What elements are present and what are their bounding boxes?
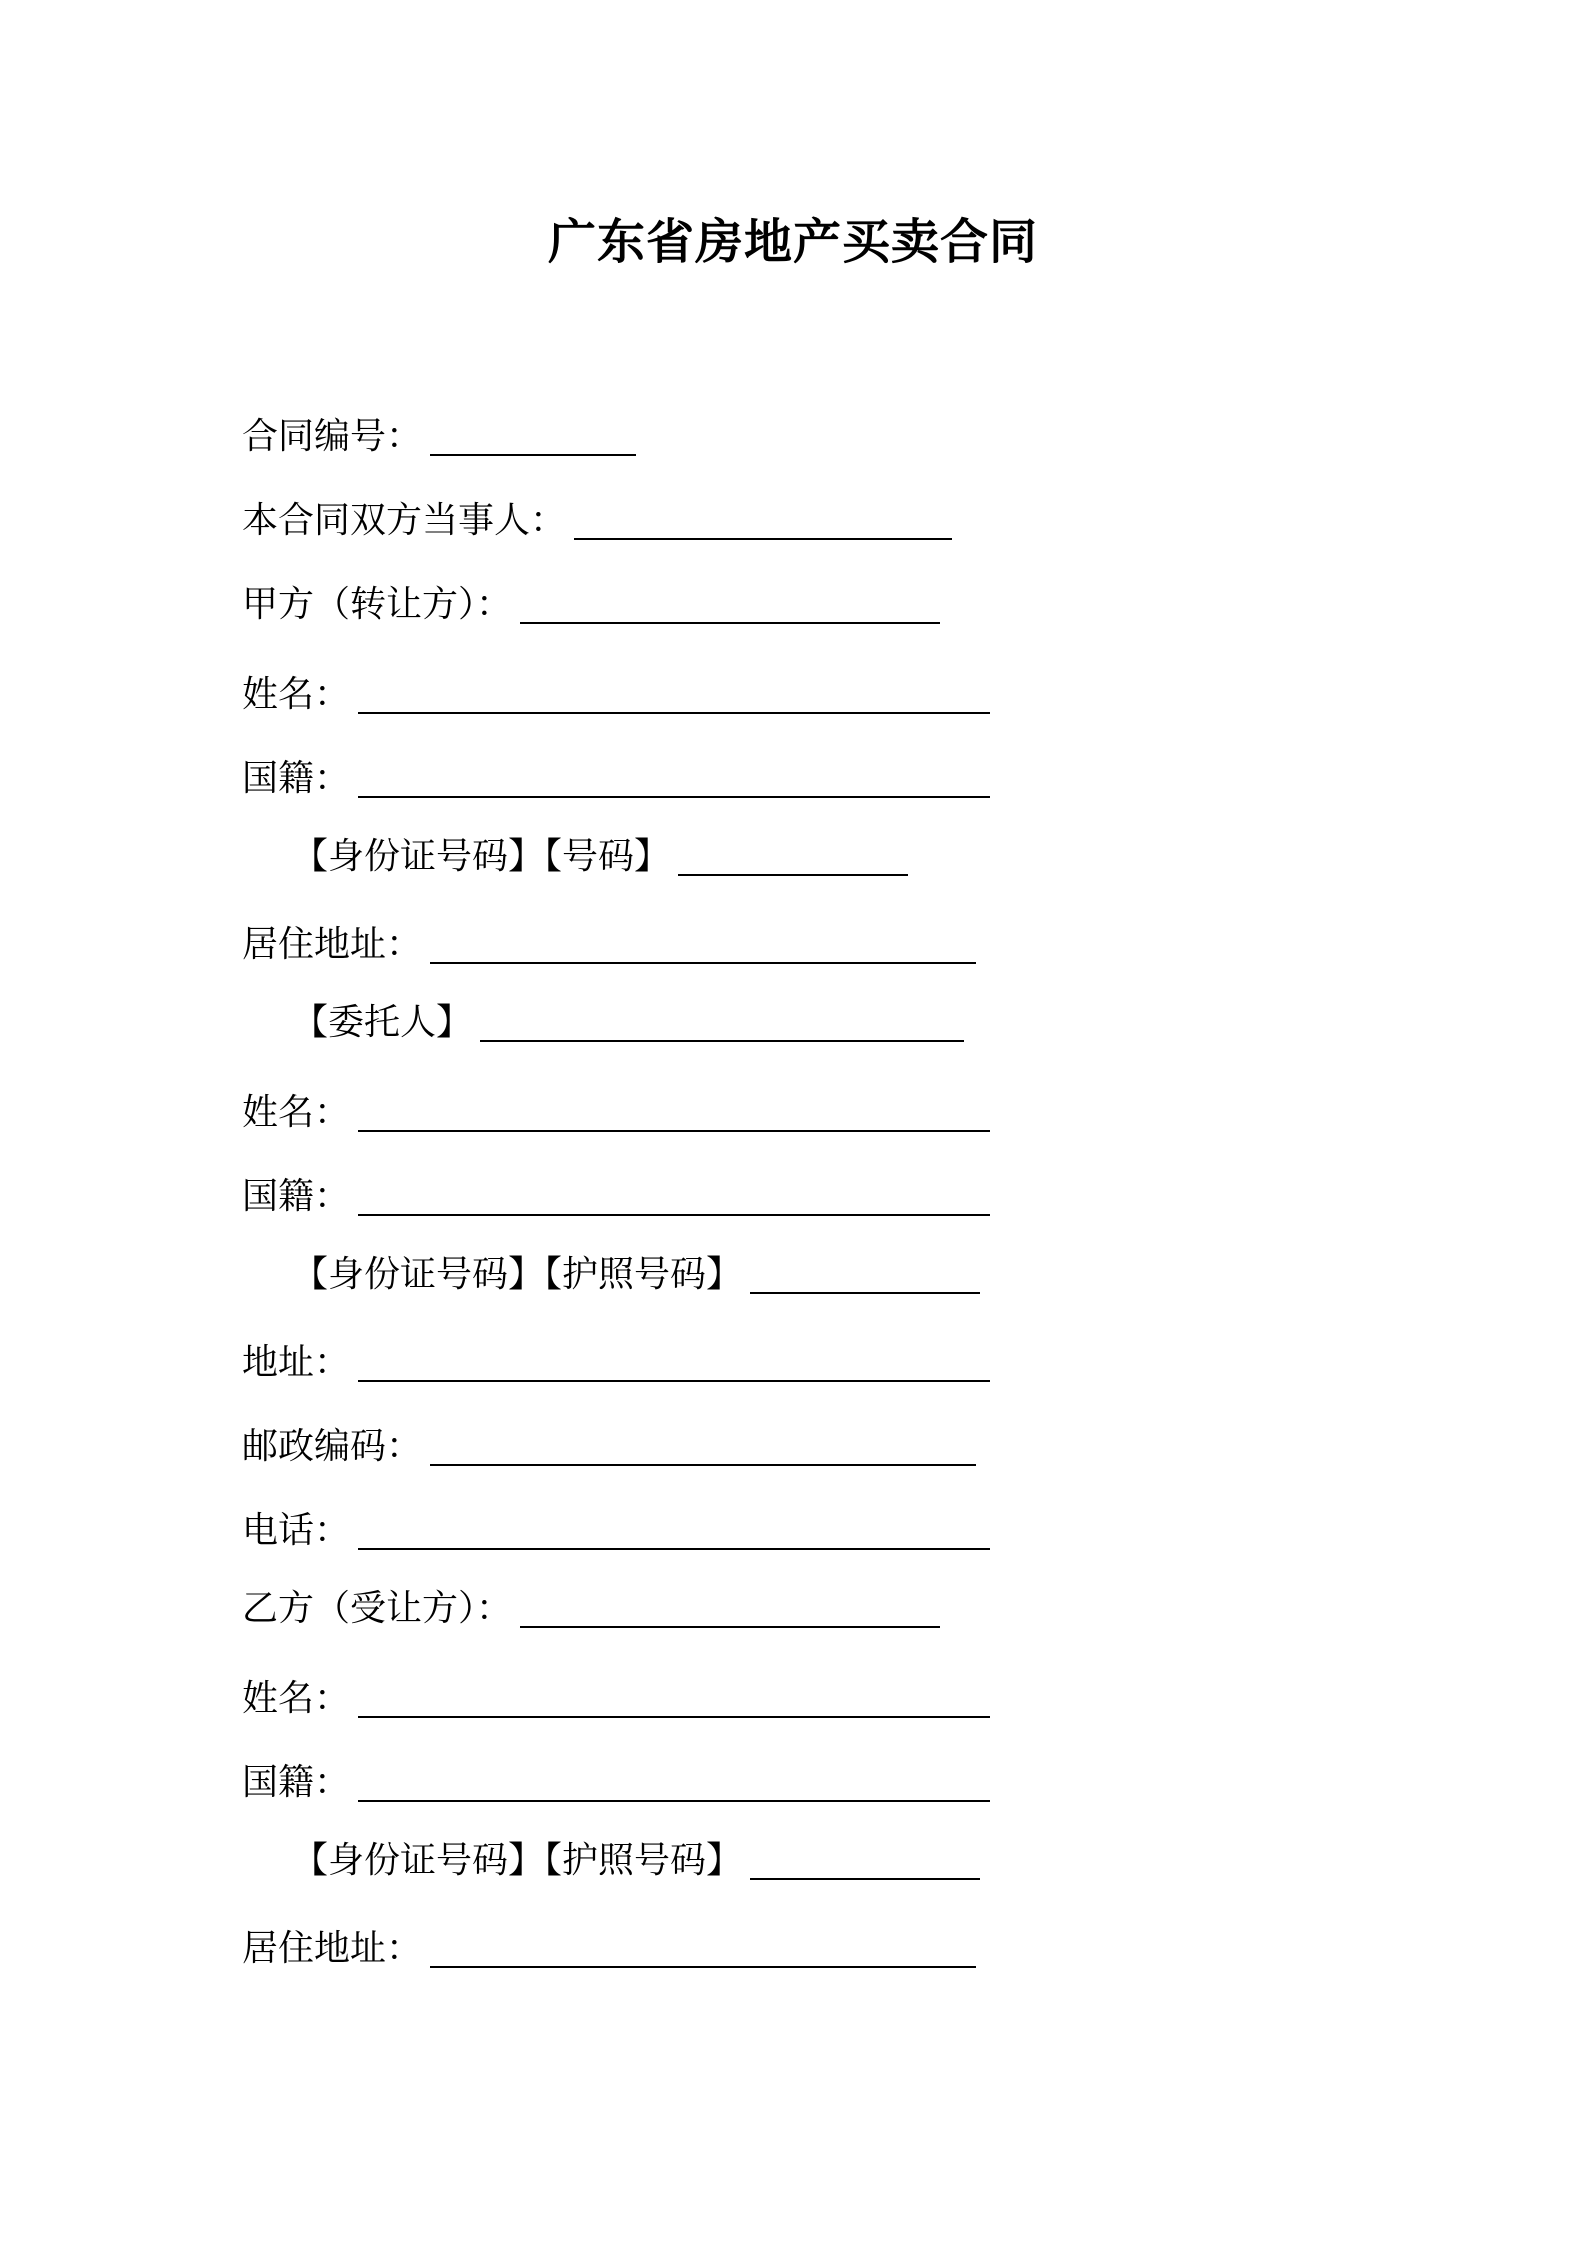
postal-code-field — [242, 1420, 976, 1470]
field-label: 国籍： — [242, 1176, 351, 1217]
fill-in-blank[interactable] — [678, 874, 908, 876]
fill-in-blank[interactable] — [358, 1716, 990, 1718]
fill-in-blank[interactable] — [430, 1464, 976, 1466]
field-label: 【身份证号码】【护照号码】 — [292, 1840, 743, 1881]
fill-in-blank[interactable] — [480, 1040, 964, 1042]
party-a-address-field — [242, 918, 976, 968]
agent-field — [292, 996, 964, 1046]
field-label: 姓名： — [242, 1678, 351, 1719]
party-a-id-field — [292, 830, 908, 880]
document-title: 广东省房地产买卖合同 — [547, 214, 1038, 270]
fill-in-blank[interactable] — [358, 1380, 990, 1382]
fill-in-blank[interactable] — [358, 796, 990, 798]
field-label: 居住地址： — [242, 1928, 423, 1969]
party-b-nationality-field — [242, 1756, 990, 1806]
party-b-name-field — [242, 1672, 990, 1722]
fill-in-blank[interactable] — [750, 1878, 980, 1880]
field-label: 姓名： — [242, 674, 351, 715]
fill-in-blank[interactable] — [358, 1548, 990, 1550]
field-label: 国籍： — [242, 1762, 351, 1803]
fill-in-blank[interactable] — [358, 712, 990, 714]
field-label: 合同编号： — [242, 416, 423, 457]
fill-in-blank[interactable] — [358, 1800, 990, 1802]
parties-field — [242, 494, 952, 544]
phone-field — [242, 1504, 990, 1554]
fill-in-blank[interactable] — [358, 1130, 990, 1132]
fill-in-blank[interactable] — [358, 1214, 990, 1216]
field-label: 姓名： — [242, 1092, 351, 1133]
party-b-id-field — [292, 1834, 980, 1884]
field-label: 电话： — [242, 1510, 351, 1551]
field-label: 居住地址： — [242, 924, 423, 965]
field-label: 地址： — [242, 1342, 351, 1383]
fill-in-blank[interactable] — [430, 1966, 976, 1968]
party-a-name-field — [242, 668, 990, 718]
field-label: 邮政编码： — [242, 1426, 423, 1467]
field-label: 甲方（转让方）： — [242, 584, 513, 625]
field-label: 国籍： — [242, 758, 351, 799]
agent-name-field — [242, 1086, 990, 1136]
party-a-nationality-field — [242, 752, 990, 802]
field-label: 【身份证号码】【号码】 — [292, 836, 671, 877]
agent-nationality-field — [242, 1170, 990, 1220]
field-label: 【身份证号码】【护照号码】 — [292, 1254, 743, 1295]
fill-in-blank[interactable] — [750, 1292, 980, 1294]
field-label: 【委托人】 — [292, 1002, 473, 1043]
fill-in-blank[interactable] — [574, 538, 952, 540]
fill-in-blank[interactable] — [520, 622, 940, 624]
agent-address-field — [242, 1336, 990, 1386]
field-label: 本合同双方当事人： — [242, 500, 567, 541]
party-a-field — [242, 578, 940, 628]
field-label: 乙方（受让方）： — [242, 1588, 513, 1629]
contract-number-field — [242, 410, 636, 460]
party-b-address-field — [242, 1922, 976, 1972]
party-b-field — [242, 1582, 940, 1632]
fill-in-blank[interactable] — [430, 454, 636, 456]
fill-in-blank[interactable] — [520, 1626, 940, 1628]
fill-in-blank[interactable] — [430, 962, 976, 964]
agent-id-field — [292, 1248, 980, 1298]
